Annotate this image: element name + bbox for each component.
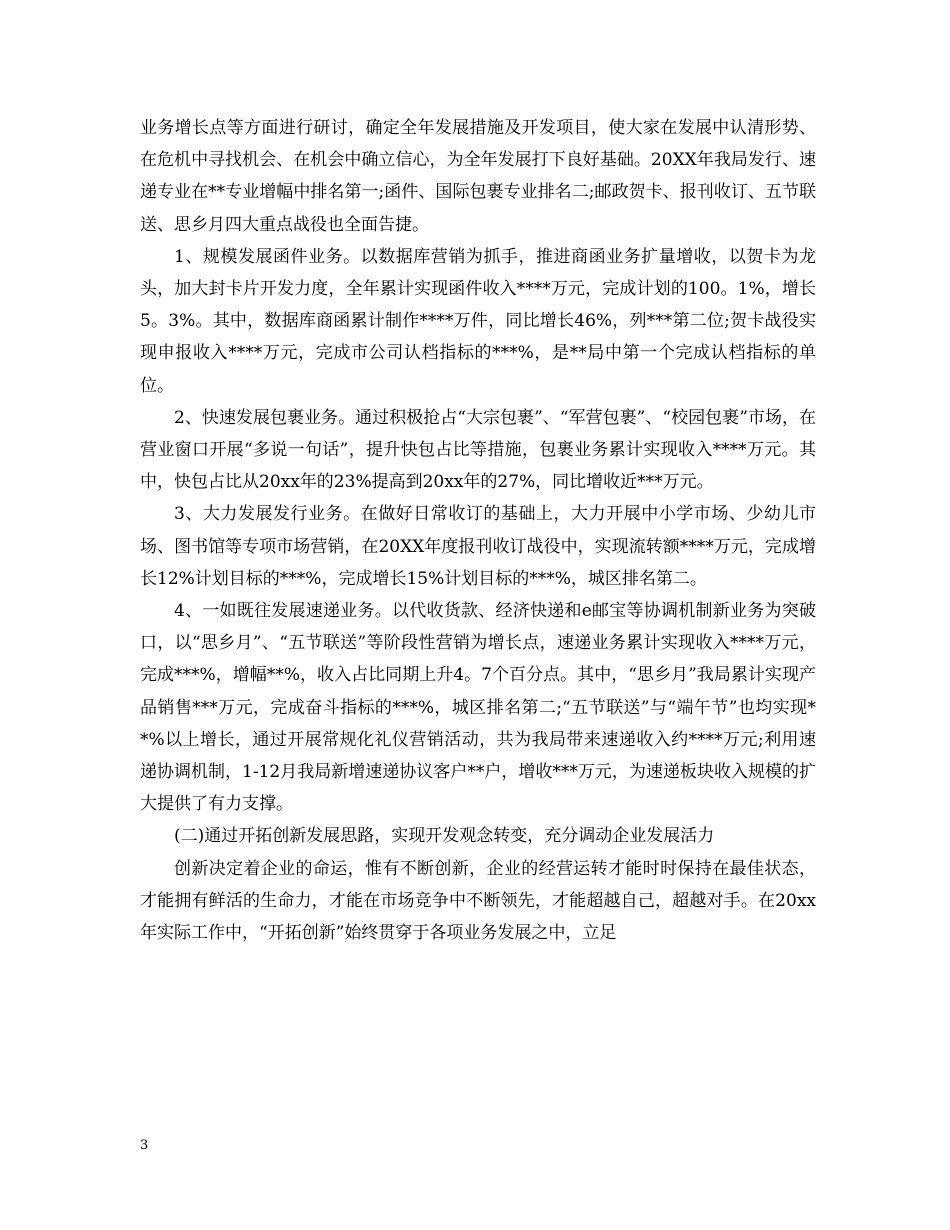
page-number: 3	[140, 1138, 149, 1153]
paragraph-innovation: 创新决定着企业的命运，惟有不断创新，企业的经营运转才能时时保持在最佳状态，才能拥有鲜活的生命力，才能在市场竞争中不断领先，才能超越自己，超越对手。在20xx年实际工作中，“开拓创新”始终贯穿于各项业务发展之中，立足	[140, 858, 816, 944]
paragraph-parcel-business: 2、快速发展包裹业务。通过积极抢占“大宗包裹”、“军营包裹”、“校园包裹”市场，在营业窗口开展“多说一句话”，提升快包占比等措施，包裹业务累计实现收入****万元。其中，快包占比从20xx年的23%提高到20xx年的27%，同比增收近***万元。	[140, 407, 816, 493]
paragraph-distribution-business: 3、大力发展发行业务。在做好日常收订的基础上，大力开展中小学市场、少幼儿市场、图书馆等专项市场营销，在20XX年度报刊收订战役中，实现流转额****万元，完成增长12%计划目标的***%，完成增长15%计划目标的***%，城区排名第二。	[140, 504, 816, 589]
document-body	[140, 112, 816, 949]
section-heading-innovation: (二)通过开拓创新发展思路，实现开发观念转变，充分调动企业发展活力	[174, 826, 715, 847]
paragraph-letter-business: 1、规模发展函件业务。以数据库营销为抓手，推进商函业务扩量增收，以贺卡为龙头，加大封卡片开发力度，全年累计实现函件收入****万元，完成计划的100。1%，增长5。3%。其中，数据库商函累计制作****万件，同比增长46%，列***第二位;贺卡战役实现申报收入****万元，完成市公司认档指标的***%，是**局中第一个完成认档指标的单位。	[140, 246, 816, 396]
paragraph-express-business: 4、一如既往发展速递业务。以代收货款、经济快递和e邮宝等协调机制新业务为突破口，以“思乡月”、“五节联送”等阶段性营销为增长点，速递业务累计实现收入****万元，完成***%，增幅**%，收入占比同期上升4。7个百分点。其中，“思乡月”我局累计实现产品销售***万元，完成奋斗指标的***%，城区排名第二;“五节联送”与“端午节”也均实现**%以上增长，通过开展常规化礼仪营销活动，共为我局带来速递收入约****万元;利用速递协调机制，1-12月我局新增速递协议客户**户，增收***万元，为速递板块收入规模的扩大提供了有力支撑。	[140, 601, 816, 815]
paragraph-continuation: 业务增长点等方面进行研讨，确定全年发展措施及开发项目，使大家在发展中认清形势、在危机中寻找机会、在机会中确立信心，为全年发展打下良好基础。20XX年我局发行、速递专业在**专业增幅中排名第一;函件、国际包裹专业排名二;邮政贺卡、报刊收订、五节联送、思乡月四大重点战役也全面告捷。	[140, 118, 816, 235]
